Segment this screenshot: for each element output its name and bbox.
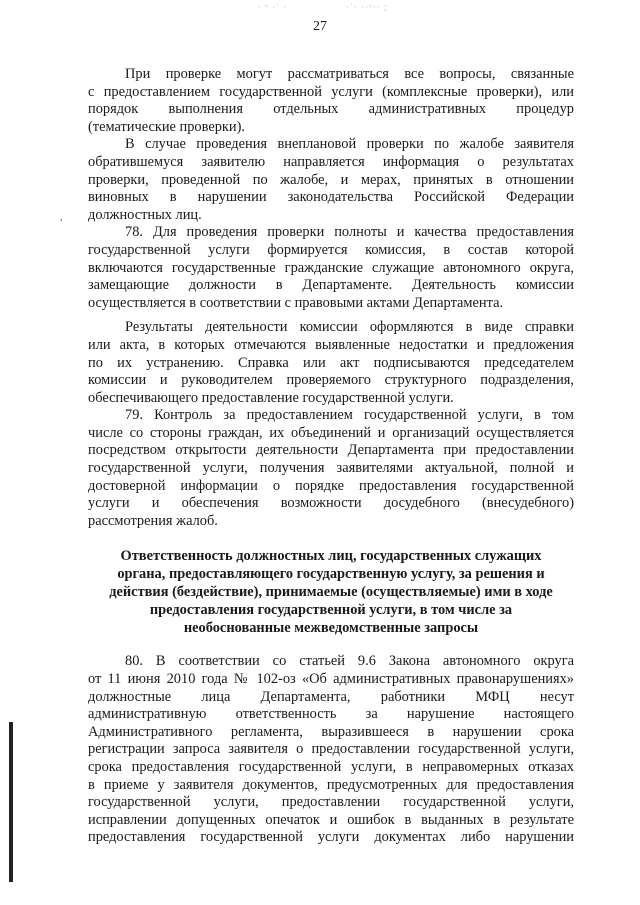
heading-line: Ответственность должностных лиц, государственных служащих <box>120 548 542 565</box>
paragraph-inspection-scope <box>88 66 574 136</box>
text-line: обеспечивающего предоставление государственной услуги. <box>88 389 454 406</box>
text-line: должностные лица Департамента, работники МФЦ несут <box>88 688 574 705</box>
text-line: В случае проведения внеплановой проверки по жалобе заявителя <box>125 136 574 153</box>
heading-line: предоставления государственной услуги, в том числе за <box>149 601 513 618</box>
document-body <box>88 66 574 847</box>
text-line: по их устранению. Справка или акт подписываются председателем <box>88 354 574 371</box>
paragraph-unscheduled-inspection <box>88 136 574 224</box>
text-line: виновных в нарушении законодательства Российской Федерации <box>88 189 574 206</box>
paragraph-78 <box>88 224 574 312</box>
page-number: 27 <box>313 19 327 34</box>
text-line: проверки, проведенной по жалобе, и мерах, принятых в отношении <box>88 171 574 188</box>
text-line: числе со стороны граждан, их объединений и организаций осуществляется <box>88 424 574 441</box>
paragraph-80 <box>88 653 574 847</box>
text-line: посредством открытости деятельности Департамента при предоставлении <box>88 442 574 459</box>
text-line: Результаты деятельности комиссии оформляются в виде справки <box>125 319 574 336</box>
text-line: рассмотрения жалоб. <box>88 512 218 529</box>
heading-line: необоснованные межведомственные запросы <box>183 619 479 636</box>
text-line: должностных лиц. <box>88 206 202 223</box>
heading-line: органа, предоставляющего государственную услугу, за решения и <box>117 566 545 583</box>
text-line: государственной услуги формируется комиссия, в состав которой <box>88 241 574 258</box>
text-line: комиссии и руководителем проверяемого структурного подразделения, <box>88 372 574 389</box>
paragraph-commission-results <box>88 319 574 407</box>
text-line: в приеме у заявителя документов, предусмотренных для предоставления <box>88 776 574 793</box>
section-heading <box>88 548 574 637</box>
text-line: предоставления государственной услуги документах либо нарушении <box>88 829 574 846</box>
text-line: 78. Для проведения проверки полноты и качества предоставления <box>125 224 574 241</box>
text-line: 79. Контроль за предоставлением государственной услуги, в том <box>125 407 574 424</box>
text-line: Административного регламента, выразившееся в нарушении срока <box>88 723 574 740</box>
text-line: осуществляется в соответствии с правовыми актами Департамента. <box>88 294 504 311</box>
margin-binding-mark <box>9 722 13 882</box>
text-line: услуги и обеспечения возможности досудебного (внесудебного) <box>88 495 574 512</box>
text-line: исправлении допущенных опечаток и ошибок в выданных в результате <box>88 811 574 828</box>
text-line: замещающие должности в Департаменте. Деятельность комиссии <box>88 277 574 294</box>
text-line: порядок выполнения отдельных административных процедур <box>88 101 574 118</box>
paragraph-79 <box>88 407 574 530</box>
text-line: достоверной информации о порядке предоставления государственной <box>88 477 574 494</box>
text-line: от 11 июня 2010 года № 102-оз «Об административных правонарушениях» <box>88 671 574 688</box>
text-line: обратившемуся заявителю направляется информация о результатах <box>88 153 574 170</box>
text-line: срока предоставления государственной услуги, в неправомерных отказах <box>88 758 574 775</box>
text-line: При проверке могут рассматриваться все вопросы, связанные <box>125 66 574 82</box>
scan-noise-left: · ᵛ ·˙ · <box>258 2 288 12</box>
text-line: государственной услуги, предоставлении государственной услуги, <box>88 794 574 811</box>
margin-tick-mark: , <box>60 212 63 223</box>
text-line: (тематические проверки). <box>88 118 245 135</box>
text-line: 80. В соответствии со статьей 9.6 Закона автономного округа <box>125 653 574 670</box>
text-line: включаются государственные гражданские служащие автономного округа, <box>88 259 574 276</box>
text-line: с предоставлением государственной услуги (комплексные проверки), или <box>88 83 574 100</box>
heading-line: действия (бездействие), принимаемые (осуществляемые) ими в ходе <box>109 584 553 601</box>
text-line: регистрации запроса заявителя о предоставлении государственной услуги, <box>88 741 574 758</box>
text-line: административную ответственность за нарушение настоящего <box>88 706 574 723</box>
text-line: или акта, в которых отмечаются выявленные недостатки и предложения <box>88 336 574 353</box>
text-line: государственной услуги, получения заявителями актуальной, полной и <box>88 460 574 477</box>
scan-noise-right: ·˙· ··ᵛ·· ; <box>346 2 388 12</box>
